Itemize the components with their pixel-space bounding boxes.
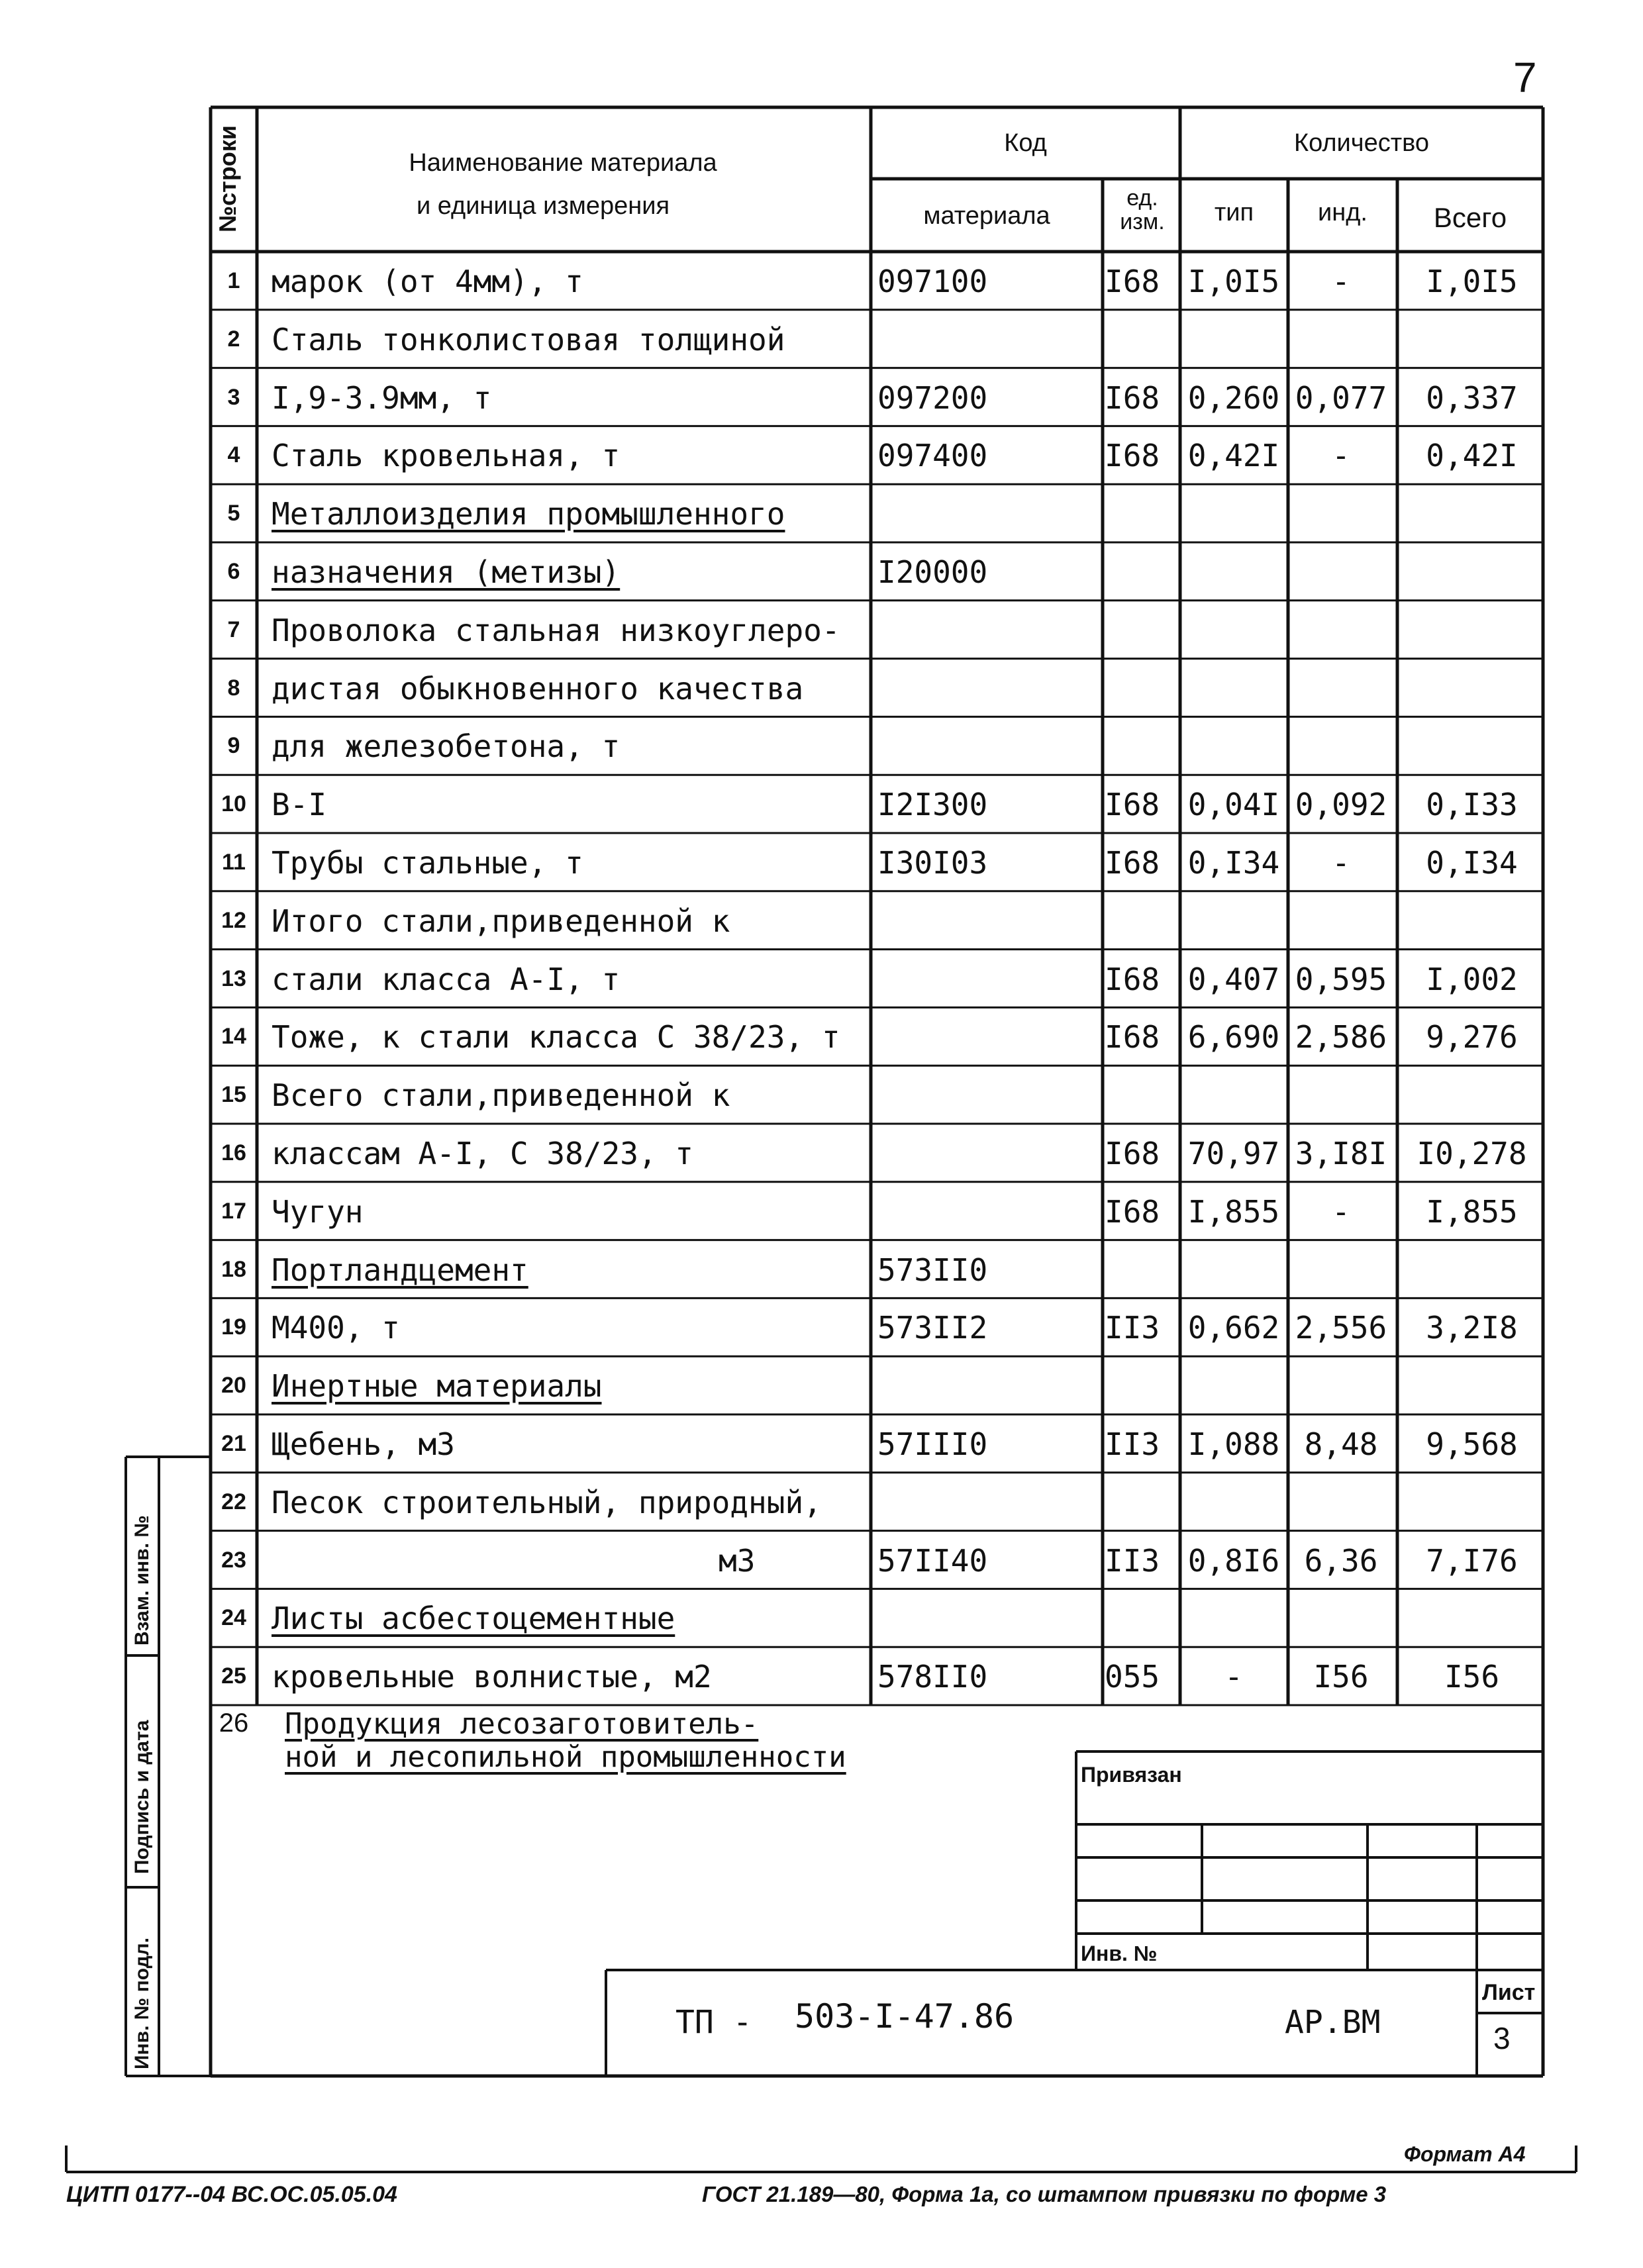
material-code: 573II0 xyxy=(877,1252,988,1288)
row-number: 1 xyxy=(227,268,240,293)
doc-code: 503-I-47.86 xyxy=(795,1997,1015,2036)
qty-total: 0,337 xyxy=(1426,379,1518,416)
row-number: 23 xyxy=(221,1547,246,1573)
footer-gost: ГОСТ 21.189—80, Форма 1а, со штампом привязки по форме 3 xyxy=(702,2182,1387,2206)
material-name: классам А-I, С 38/23, т xyxy=(272,1136,693,1171)
material-name: Портландцемент xyxy=(272,1252,528,1288)
material-code: I30I03 xyxy=(877,845,988,881)
row-number: 25 xyxy=(221,1663,246,1689)
row-number: 14 xyxy=(221,1024,246,1050)
material-name: кровельные волнистые, м2 xyxy=(272,1659,712,1695)
qty-total: I,855 xyxy=(1426,1193,1518,1230)
material-name: Щебень, м3 xyxy=(272,1426,455,1462)
row-number: 6 xyxy=(227,559,240,584)
section-code: АР.ВМ xyxy=(1285,2004,1381,2041)
qty-ind: 0,595 xyxy=(1295,961,1387,997)
material-code: 57III0 xyxy=(877,1426,988,1462)
row-number: 9 xyxy=(227,733,240,759)
qty-ind: 2,586 xyxy=(1295,1019,1387,1056)
qty-ind: 6,36 xyxy=(1304,1542,1378,1579)
qty-total: 0,I33 xyxy=(1426,787,1518,823)
header-quantity: Количество xyxy=(1293,129,1430,157)
row-number: 26 xyxy=(219,1708,249,1738)
material-name: для железобетона, т xyxy=(272,728,621,765)
material-name: В-I xyxy=(272,787,327,823)
inv-no-label: Инв. № xyxy=(1081,1942,1158,1965)
material-code: 57II40 xyxy=(877,1542,988,1579)
qty-ind: - xyxy=(1332,845,1350,881)
side-label-vzam-inv: Взам. инв. № xyxy=(131,1515,153,1646)
unit-code: I68 xyxy=(1105,1193,1160,1230)
unit-code: I68 xyxy=(1105,845,1160,881)
privyazan-label: Привязан xyxy=(1081,1763,1182,1787)
row-number: 8 xyxy=(227,675,240,701)
material-name: Чугун xyxy=(272,1193,364,1230)
row-number: 20 xyxy=(221,1373,246,1399)
material-code: 573II2 xyxy=(877,1310,988,1346)
material-name: назначения (метизы) xyxy=(272,554,621,590)
qty-type: - xyxy=(1224,1659,1243,1695)
material-code: I2I300 xyxy=(877,787,988,823)
qty-ind: - xyxy=(1332,438,1350,474)
row-number: 16 xyxy=(221,1140,246,1165)
material-name: Сталь тонколистовая толщиной xyxy=(272,321,785,358)
material-name: Трубы стальные, т xyxy=(272,845,583,881)
material-name: Листы асбестоцементные xyxy=(272,1601,675,1637)
qty-ind: 8,48 xyxy=(1304,1426,1378,1462)
header-code-material: материала xyxy=(923,202,1050,230)
row-number: 5 xyxy=(227,501,240,526)
unit-code: II3 xyxy=(1105,1310,1160,1346)
material-code: 578II0 xyxy=(877,1659,988,1695)
qty-total: 3,2I8 xyxy=(1426,1310,1518,1346)
row-number: 19 xyxy=(221,1314,246,1340)
qty-total: 0,I34 xyxy=(1426,845,1518,881)
qty-type: 0,407 xyxy=(1187,961,1280,997)
material-name: Проволока стальная низкоуглеро- xyxy=(272,612,840,648)
unit-code: I68 xyxy=(1105,787,1160,823)
qty-total: I0,278 xyxy=(1417,1136,1527,1171)
doc-code-prefix: ТП - xyxy=(675,2004,752,2041)
qty-total: 9,276 xyxy=(1426,1019,1518,1056)
header-name-line2: и единица измерения xyxy=(416,192,670,220)
qty-total: 0,42I xyxy=(1426,438,1518,474)
side-label-inv-podl: Инв. № подл. xyxy=(131,1937,153,2069)
material-code: 097200 xyxy=(877,379,988,416)
header-code: Код xyxy=(1004,129,1047,157)
qty-type: 0,04I xyxy=(1187,787,1280,823)
unit-code: I68 xyxy=(1105,438,1160,474)
qty-type: 0,8I6 xyxy=(1187,1542,1280,1579)
row-number: 13 xyxy=(221,965,246,991)
footer-format: Формат А4 xyxy=(1404,2142,1526,2166)
material-name: марок (от 4мм), т xyxy=(272,264,583,299)
qty-type: I,855 xyxy=(1187,1193,1280,1230)
row-number: 11 xyxy=(222,850,246,875)
row-number: 4 xyxy=(227,442,240,468)
qty-ind: 0,077 xyxy=(1295,379,1387,416)
unit-code: 055 xyxy=(1105,1659,1160,1695)
qty-ind: - xyxy=(1332,1193,1350,1230)
qty-type: 0,I34 xyxy=(1187,845,1280,881)
qty-total: I,0I5 xyxy=(1426,264,1518,299)
qty-total: I56 xyxy=(1444,1659,1500,1695)
page-number: 7 xyxy=(1513,54,1537,101)
material-name: м3 xyxy=(719,1542,756,1579)
material-name: Тоже, к стали класса С 38/23, т xyxy=(272,1019,840,1056)
material-name: Всего стали,приведенной к xyxy=(272,1077,730,1114)
unit-code: I68 xyxy=(1105,961,1160,997)
material-code: 097100 xyxy=(877,264,988,299)
row-number: 2 xyxy=(227,326,240,352)
sheet-number: 3 xyxy=(1493,2021,1511,2055)
qty-type: 0,662 xyxy=(1187,1310,1280,1346)
qty-ind: 0,092 xyxy=(1295,787,1387,823)
material-name: дистая обыкновенного качества xyxy=(272,670,804,707)
section-title: Продукция лесозаготовитель- xyxy=(285,1707,759,1741)
sheet-label: Лист xyxy=(1482,1980,1536,2005)
material-name: Песок строительный, природный, xyxy=(272,1484,822,1520)
qty-total: I,002 xyxy=(1426,961,1518,997)
material-code: I20000 xyxy=(877,554,988,590)
header-row-number: №строки xyxy=(214,125,241,232)
material-name: Итого стали,приведенной к xyxy=(272,903,730,939)
unit-code: I68 xyxy=(1105,264,1160,299)
row-number: 7 xyxy=(227,616,240,642)
qty-ind: - xyxy=(1332,264,1350,299)
row-number: 15 xyxy=(221,1082,246,1108)
qty-type: 6,690 xyxy=(1187,1019,1280,1056)
material-name: Сталь кровельная, т xyxy=(272,438,621,474)
header-code-unit: ед. изм. xyxy=(1120,185,1165,234)
material-code: 097400 xyxy=(877,438,988,474)
qty-ind: 2,556 xyxy=(1295,1310,1387,1346)
header-q-total: Всего xyxy=(1433,202,1507,233)
row-number: 21 xyxy=(221,1431,246,1456)
qty-type: 0,42I xyxy=(1187,438,1280,474)
header-name-line1: Наименование материала xyxy=(409,149,717,177)
material-name: Металлоизделия промышленного xyxy=(272,496,785,532)
header-q-ind: инд. xyxy=(1318,199,1368,226)
unit-code: I68 xyxy=(1105,1136,1160,1171)
qty-type: I,0I5 xyxy=(1187,264,1280,299)
qty-total: 7,I76 xyxy=(1426,1542,1518,1579)
row-number: 22 xyxy=(221,1489,246,1514)
qty-ind: I56 xyxy=(1313,1659,1369,1695)
unit-code: II3 xyxy=(1105,1426,1160,1462)
qty-type: I,088 xyxy=(1187,1426,1280,1462)
row-number: 3 xyxy=(227,384,240,410)
row-number: 12 xyxy=(221,907,246,933)
qty-total: 9,568 xyxy=(1426,1426,1518,1462)
row-number: 24 xyxy=(221,1605,246,1631)
qty-type: 0,260 xyxy=(1187,379,1280,416)
unit-code: I68 xyxy=(1105,1019,1160,1056)
row-number: 18 xyxy=(221,1256,246,1282)
header-q-type: тип xyxy=(1214,199,1254,226)
material-name: М400, т xyxy=(272,1310,400,1346)
material-name: Инертные материалы xyxy=(272,1368,602,1405)
footer-left-code: ЦИТП 0177--04 ВС.ОС.05.05.04 xyxy=(66,2182,397,2207)
material-name: I,9-3.9мм, т xyxy=(272,379,492,416)
unit-code: II3 xyxy=(1105,1542,1160,1579)
qty-type: 70,97 xyxy=(1187,1136,1280,1171)
unit-code: I68 xyxy=(1105,379,1160,416)
row-number: 17 xyxy=(221,1198,246,1224)
section-title: ной и лесопильной промышленности xyxy=(285,1740,846,1774)
material-name: стали класса А-I, т xyxy=(272,961,621,997)
row-number: 10 xyxy=(221,791,246,817)
qty-ind: 3,I8I xyxy=(1295,1136,1387,1171)
side-label-signature-date: Подпись и дата xyxy=(131,1720,153,1874)
